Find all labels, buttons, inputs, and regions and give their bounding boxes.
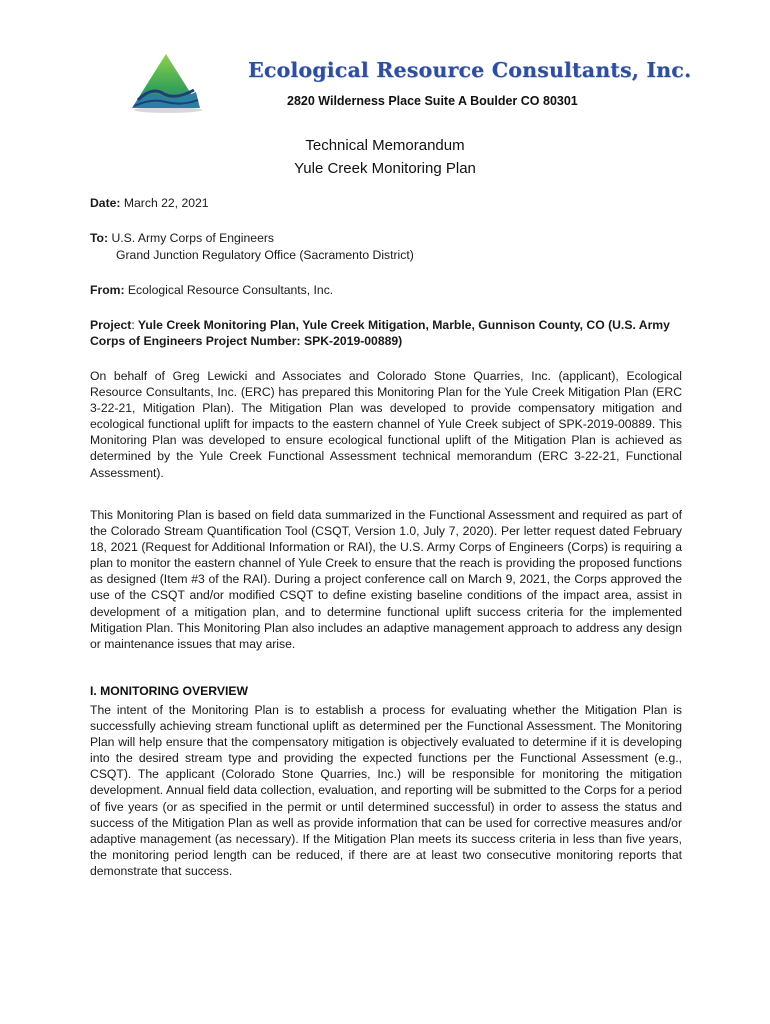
body-paragraph-2: This Monitoring Plan is based on field data summarized in the Functional Assessment and required as part of the Colorado Stream Quantification Tool (CSQT, Version 1.0, July 7, 2020). Per letter request dated February 18, 2021 (Request for Additional Information or RAI), the U.S. Army Corps of Engineers (Corps) is requiring a plan to monitor the eastern channel of Yule Creek to ensure that the reach is providing the proposed functions as designed (Item #3 of the RAI). During a project conference call on March 9, 2021, the Corps approved the use of the CSQT and/or modified CSQT to define existing baseline conditions of the impact area, assist in development of a mitigation plan, and to determine functional uplift success criteria for the implemented Mitigation Plan. This Monitoring Plan also includes an adaptive management approach to address any design or maintenance issues that may arise. [90, 508, 682, 651]
to-recipient-line2: Grand Junction Regulatory Office (Sacramento District) [116, 248, 414, 262]
to-label: To: [90, 231, 109, 245]
mountain-triangle-logo-icon [126, 52, 206, 114]
to-recipient-line1: U.S. Army Corps of Engineers [111, 231, 274, 245]
to-line [90, 230, 274, 246]
project-label: Project [90, 318, 132, 332]
project-line [90, 317, 682, 349]
date-label: Date: [90, 196, 121, 210]
company-name: Ecological Resource Consultants, Inc. [248, 58, 692, 82]
from-label: From: [90, 283, 125, 297]
date-line [90, 195, 209, 211]
from-line [90, 282, 333, 298]
company-address: 2820 Wilderness Place Suite A Boulder CO 80301 [287, 94, 578, 108]
body-paragraph-1: On behalf of Greg Lewicki and Associates and Colorado Stone Quarries, Inc. (applicant), Ecological Resource Consultants, Inc. (ERC) has prepared this Monitoring Plan for the Yule Creek Mitigation Plan (ERC 3-22-21, Mitigation Plan). The Mitigation Plan was developed to provide compensatory mitigation and ecological functional uplift for impacts to the eastern channel of Yule Creek subject of SPK-2019-00889. This Monitoring Plan was developed to ensure ecological functional uplift of the Mitigation Plan is achieved as determined by the Yule Creek Functional Assessment technical memorandum (ERC 3-22-21, Functional Assessment). [90, 369, 682, 480]
document-title: Technical Memorandum [305, 137, 465, 154]
section-1-body: The intent of the Monitoring Plan is to establish a process for evaluating whether the Mitigation Plan is successfully achieving stream functional uplift as determined per the Functional Assessment. The Monitoring Plan will help ensure that the compensatory mitigation is objectively evaluated to determine if it is developing into the desired stream type and providing the expected functions per the Functional Assessment (e.g., CSQT). The applicant (Colorado Stone Quarries, Inc.) will be responsible for monitoring the mitigation development. Annual field data collection, evaluation, and reporting will be submitted to the Corps for a period of five years (or as specified in the permit or until determined successful) in order to assess the status and success of the Mitigation Plan as well as provide information that can be used for corrective measures and/or adaptive management (as necessary). If the Mitigation Plan meets its success criteria in less than five years, the monitoring period length can be reduced, if there are at least two consecutive monitoring reports that demonstrate that success. [90, 703, 682, 878]
project-colon: : [131, 318, 135, 332]
project-value: Yule Creek Monitoring Plan, Yule Creek Mitigation, Marble, Gunnison County, CO (U.S. Army Corps of Engineers Project Number: SPK-2019-00889) [90, 318, 670, 349]
date-value: March 22, 2021 [123, 196, 209, 210]
section-heading-monitoring-overview: I. MONITORING OVERVIEW [90, 684, 249, 698]
document-subtitle: Yule Creek Monitoring Plan [294, 160, 476, 177]
from-value: Ecological Resource Consultants, Inc. [127, 283, 334, 297]
